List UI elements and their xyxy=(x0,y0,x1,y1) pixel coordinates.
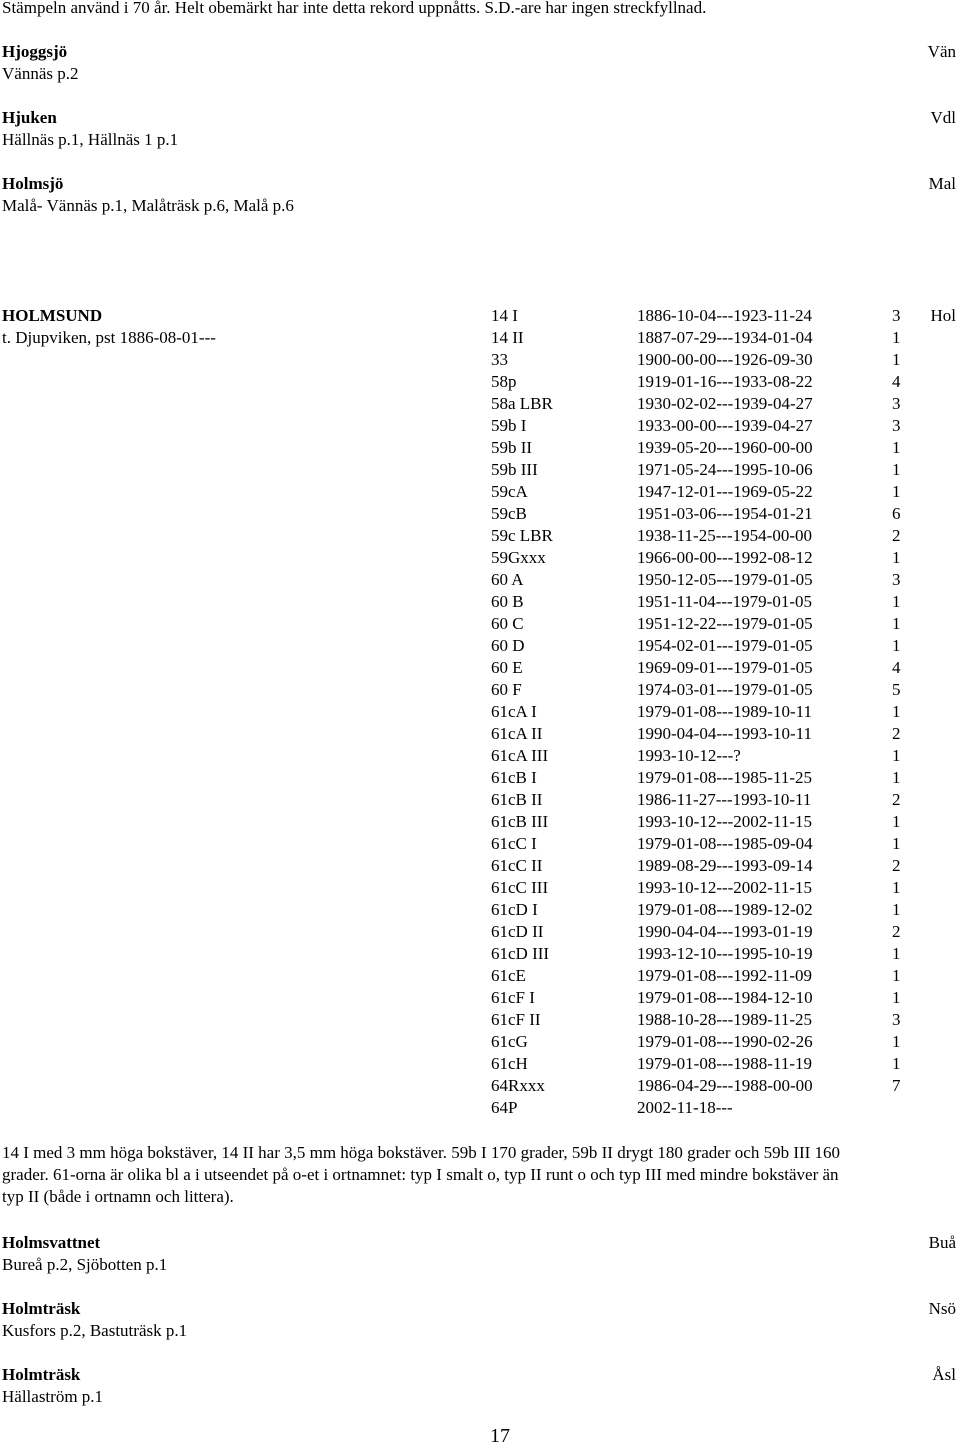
stamp-count: 6 xyxy=(892,504,901,523)
stamp-dates: 1979-01-08---1985-11-25 xyxy=(637,768,812,787)
stamp-dates: 1993-10-12---? xyxy=(637,746,741,765)
stamp-dates: 1919-01-16---1933-08-22 xyxy=(637,372,813,391)
entry-detail-holmtrask-1: Kusfors p.2, Bastuträsk p.1 xyxy=(2,1321,188,1340)
stamp-type: 60 E xyxy=(491,658,523,677)
stamp-count: 1 xyxy=(892,1054,901,1073)
stamp-count: 1 xyxy=(892,812,901,831)
stamp-dates: 1950-12-05---1979-01-05 xyxy=(637,570,813,589)
stamp-count: 7 xyxy=(892,1076,901,1095)
stamp-count: 2 xyxy=(892,922,901,941)
stamp-dates: 1930-02-02---1939-04-27 xyxy=(637,394,813,413)
entry-name-holmsvattnet: Holmsvattnet xyxy=(2,1233,101,1252)
table-row xyxy=(0,833,960,855)
stamp-count: 1 xyxy=(892,988,901,1007)
stamp-dates: 1986-11-27---1993-10-11 xyxy=(637,790,812,809)
stamp-type: 61cG xyxy=(491,1032,528,1051)
stamp-count: 2 xyxy=(892,790,901,809)
stamp-count: 3 xyxy=(892,1010,901,1029)
stamp-count: 1 xyxy=(892,350,901,369)
stamp-type: 61cB II xyxy=(491,790,543,809)
stamp-type: 58p xyxy=(491,372,517,391)
stamp-count: 3 xyxy=(892,570,901,589)
table-row xyxy=(0,459,960,481)
table-row xyxy=(0,613,960,635)
stamp-type: 59cB xyxy=(491,504,527,523)
table-row xyxy=(0,767,960,789)
stamp-count: 1 xyxy=(892,834,901,853)
stamp-count: 3 xyxy=(892,306,901,325)
entry-detail-holmsund: t. Djupviken, pst 1886-08-01--- xyxy=(2,328,216,347)
stamp-count: 1 xyxy=(892,592,901,611)
stamp-type: 61cF II xyxy=(491,1010,541,1029)
page-number: 17 xyxy=(490,1425,510,1447)
table-row xyxy=(0,525,960,547)
entry-detail-holmsjo: Malå- Vännäs p.1, Malåträsk p.6, Malå p.6 xyxy=(2,196,294,215)
table-row xyxy=(0,943,960,965)
stamp-count: 4 xyxy=(892,372,901,391)
stamp-count: 3 xyxy=(892,416,901,435)
stamp-dates: 1951-03-06---1954-01-21 xyxy=(637,504,813,523)
stamp-dates: 1993-12-10---1995-10-19 xyxy=(637,944,813,963)
table-row xyxy=(0,349,960,371)
stamp-dates: 1954-02-01---1979-01-05 xyxy=(637,636,813,655)
stamp-count: 1 xyxy=(892,966,901,985)
stamp-type: 59b I xyxy=(491,416,527,435)
stamp-type: 61cB III xyxy=(491,812,549,831)
stamp-type: 60 C xyxy=(491,614,524,633)
entry-code-hjuken: Vdl xyxy=(930,108,956,127)
stamp-type: 59cA xyxy=(491,482,528,501)
entry-name-holmsjo: Holmsjö xyxy=(2,174,64,193)
stamp-count: 1 xyxy=(892,328,901,347)
stamp-dates: 1988-10-28---1989-11-25 xyxy=(637,1010,812,1029)
stamp-count: 2 xyxy=(892,856,901,875)
stamp-type: 59b II xyxy=(491,438,533,457)
stamp-type: 59Gxxx xyxy=(491,548,546,567)
entry-name-hjuken: Hjuken xyxy=(2,108,57,127)
table-row xyxy=(0,811,960,833)
stamp-dates: 1951-12-22---1979-01-05 xyxy=(637,614,813,633)
table-row xyxy=(0,723,960,745)
table-row xyxy=(0,1097,960,1119)
table-row xyxy=(0,789,960,811)
table-row xyxy=(0,547,960,569)
header-note: Stämpeln använd i 70 år. Helt obemärkt har inte detta rekord uppnåtts. S.D.-are har ingen streckfyllnad. xyxy=(2,0,707,17)
stamp-type: 61cC I xyxy=(491,834,537,853)
stamp-dates: 1990-04-04---1993-01-19 xyxy=(637,922,813,941)
table-row xyxy=(0,657,960,679)
entry-code-hjoggsjo: Vän xyxy=(927,42,956,61)
stamp-dates: 1989-08-29---1993-09-14 xyxy=(637,856,813,875)
stamp-dates: 1938-11-25---1954-00-00 xyxy=(637,526,812,545)
table-row xyxy=(0,503,960,525)
stamp-count: 1 xyxy=(892,482,901,501)
stamp-count: 1 xyxy=(892,702,901,721)
table-row xyxy=(0,921,960,943)
stamp-count: 1 xyxy=(892,944,901,963)
stamp-type: 61cC III xyxy=(491,878,549,897)
stamp-type: 61cA I xyxy=(491,702,537,721)
table-row xyxy=(0,877,960,899)
stamp-type: 61cD I xyxy=(491,900,538,919)
stamp-dates: 1979-01-08---1990-02-26 xyxy=(637,1032,813,1051)
stamp-type: 60 D xyxy=(491,636,525,655)
table-row xyxy=(0,415,960,437)
table-row xyxy=(0,899,960,921)
stamp-dates: 1886-10-04---1923-11-24 xyxy=(637,306,812,325)
table-row xyxy=(0,1031,960,1053)
entry-detail-holmsvattnet: Bureå p.2, Sjöbotten p.1 xyxy=(2,1255,168,1274)
table-row xyxy=(0,987,960,1009)
stamp-type: 64Rxxx xyxy=(491,1076,545,1095)
stamp-type: 60 A xyxy=(491,570,524,589)
stamp-dates: 1986-04-29---1988-00-00 xyxy=(637,1076,813,1095)
stamp-count: 1 xyxy=(892,878,901,897)
table-row xyxy=(0,591,960,613)
stamp-type: 33 xyxy=(491,350,508,369)
table-row xyxy=(0,965,960,987)
stamp-count: 1 xyxy=(892,636,901,655)
stamp-dates: 1900-00-00---1926-09-30 xyxy=(637,350,813,369)
entry-detail-holmtrask-2: Hällaström p.1 xyxy=(2,1387,104,1406)
stamp-dates: 2002-11-18--- xyxy=(637,1098,733,1117)
stamp-type: 61cB I xyxy=(491,768,537,787)
stamp-dates: 1971-05-24---1995-10-06 xyxy=(637,460,813,479)
stamp-count: 1 xyxy=(892,460,901,479)
stamp-type: 59c LBR xyxy=(491,526,553,545)
stamp-count: 1 xyxy=(892,1032,901,1051)
stamp-dates: 1990-04-04---1993-10-11 xyxy=(637,724,812,743)
table-row xyxy=(0,327,960,349)
stamp-count: 1 xyxy=(892,768,901,787)
table-row xyxy=(0,305,960,327)
stamp-type: 61cE xyxy=(491,966,526,985)
table-row xyxy=(0,855,960,877)
stamp-dates: 1979-01-08---1989-12-02 xyxy=(637,900,813,919)
stamp-type: 58a LBR xyxy=(491,394,553,413)
entry-code-holmsjo: Mal xyxy=(928,174,956,193)
stamp-type: 60 F xyxy=(491,680,522,699)
stamp-dates: 1993-10-12---2002-11-15 xyxy=(637,812,812,831)
stamp-count: 1 xyxy=(892,548,901,567)
entry-code-holmsvattnet: Buå xyxy=(928,1233,956,1252)
stamp-count: 1 xyxy=(892,746,901,765)
stamp-type: 61cF I xyxy=(491,988,535,1007)
stamp-dates: 1993-10-12---2002-11-15 xyxy=(637,878,812,897)
table-row xyxy=(0,1075,960,1097)
stamp-dates: 1974-03-01---1979-01-05 xyxy=(637,680,813,699)
stamp-dates: 1979-01-08---1988-11-19 xyxy=(637,1054,812,1073)
entry-code-holmtrask-1: Nsö xyxy=(928,1299,956,1318)
stamp-type: 61cH xyxy=(491,1054,528,1073)
stamp-type: 14 I xyxy=(491,306,518,325)
stamp-count: 1 xyxy=(892,900,901,919)
stamp-count: 1 xyxy=(892,614,901,633)
stamp-type: 59b III xyxy=(491,460,538,479)
table-row xyxy=(0,569,960,591)
entry-name-holmtrask-1: Holmträsk xyxy=(2,1299,81,1318)
table-row xyxy=(0,437,960,459)
stamp-type: 64P xyxy=(491,1098,518,1117)
stamp-type: 61cC II xyxy=(491,856,543,875)
stamp-dates: 1933-00-00---1939-04-27 xyxy=(637,416,813,435)
table-row xyxy=(0,393,960,415)
stamp-dates: 1979-01-08---1985-09-04 xyxy=(637,834,813,853)
table-row xyxy=(0,679,960,701)
stamp-type: 14 II xyxy=(491,328,524,347)
entry-code-holmtrask-2: Åsl xyxy=(932,1365,956,1384)
entry-name-holmsund: HOLMSUND xyxy=(2,306,103,325)
stamp-count: 2 xyxy=(892,724,901,743)
stamp-dates: 1979-01-08---1984-12-10 xyxy=(637,988,813,1007)
stamp-count: 5 xyxy=(892,680,901,699)
stamp-count: 1 xyxy=(892,438,901,457)
stamp-type: 61cA III xyxy=(491,746,549,765)
stamp-count: 3 xyxy=(892,394,901,413)
entry-detail-hjoggsjo: Vännäs p.2 xyxy=(2,64,79,83)
stamp-type: 60 B xyxy=(491,592,524,611)
entry-code-holmsund: Hol xyxy=(930,306,956,325)
table-row xyxy=(0,481,960,503)
table-row xyxy=(0,1009,960,1031)
stamp-dates: 1939-05-20---1960-00-00 xyxy=(637,438,813,457)
stamp-dates: 1887-07-29---1934-01-04 xyxy=(637,328,813,347)
entry-detail-hjuken: Hällnäs p.1, Hällnäs 1 p.1 xyxy=(2,130,179,149)
table-row xyxy=(0,371,960,393)
entry-name-holmtrask-2: Holmträsk xyxy=(2,1365,81,1384)
stamp-dates: 1951-11-04---1979-01-05 xyxy=(637,592,812,611)
stamp-dates: 1947-12-01---1969-05-22 xyxy=(637,482,813,501)
table-row xyxy=(0,745,960,767)
stamp-type: 61cA II xyxy=(491,724,543,743)
entry-name-hjoggsjo: Hjoggsjö xyxy=(2,42,68,61)
stamp-type: 61cD III xyxy=(491,944,550,963)
stamp-type: 61cD II xyxy=(491,922,544,941)
stamp-dates: 1969-09-01---1979-01-05 xyxy=(637,658,813,677)
stamp-dates: 1966-00-00---1992-08-12 xyxy=(637,548,813,567)
stamp-count: 2 xyxy=(892,526,901,545)
stamp-dates: 1979-01-08---1989-10-11 xyxy=(637,702,812,721)
holmsund-note: 14 I med 3 mm höga bokstäver, 14 II har 3,5 mm höga bokstäver. 59b I 170 grader, 59b II drygt 180 grader och 59b III 160 grader. 61-orna är olika bl a i utseendet på o-et i ortnamnet: typ I smalt o, typ II runt o och typ III med mindre bokstäver än typ II (både i ortnamn och littera). xyxy=(2,1143,841,1206)
table-row xyxy=(0,1053,960,1075)
table-row xyxy=(0,701,960,723)
table-row xyxy=(0,635,960,657)
stamp-count: 4 xyxy=(892,658,901,677)
stamp-dates: 1979-01-08---1992-11-09 xyxy=(637,966,812,985)
